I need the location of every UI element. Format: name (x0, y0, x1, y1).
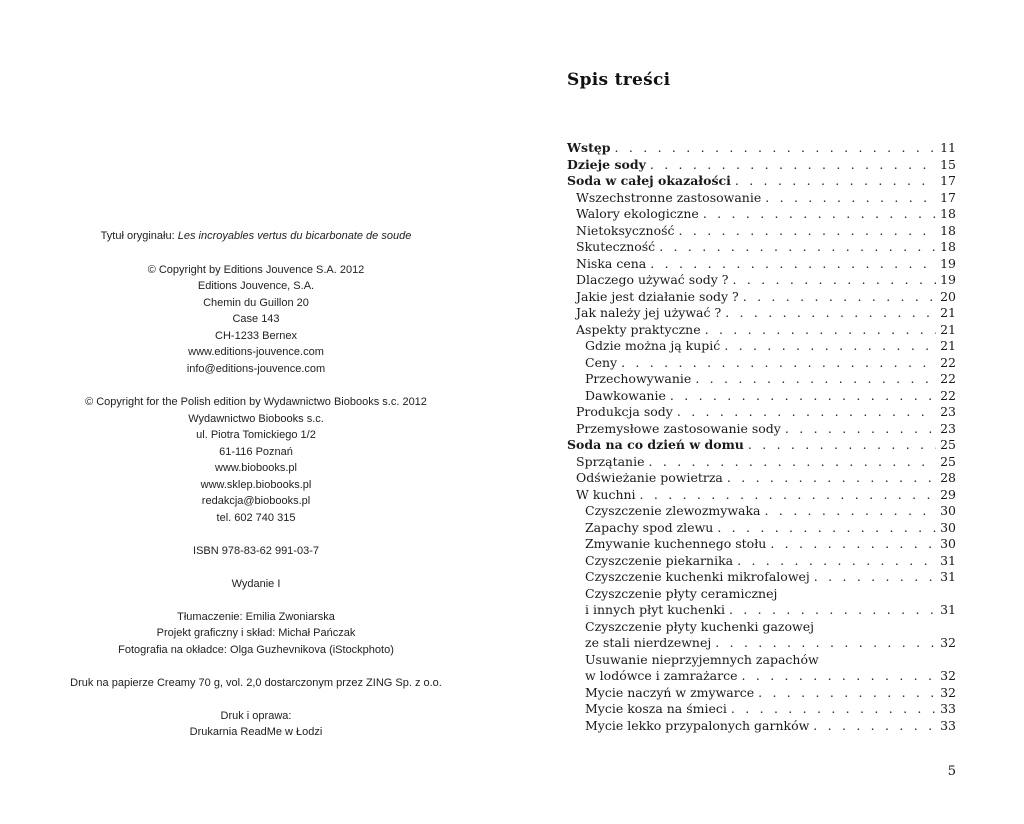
toc-entry-page: 17 (940, 189, 956, 205)
toc-entry-label: Jakie jest działanie sody ? (576, 288, 739, 304)
toc-entry-page: 31 (940, 552, 956, 568)
toc-entry[interactable] (576, 272, 956, 289)
toc-leader-dots (785, 421, 936, 438)
toc-entry[interactable] (585, 503, 956, 520)
toc-leader-dots (729, 602, 936, 619)
imprint-line: Druk na papierze Creamy 70 g, vol. 2,0 dostarczonym przez ZING Sp. z o.o. (70, 677, 442, 689)
imprint-line: Druk i oprawa: (220, 710, 292, 722)
toc-entry-label: Walory ekologiczne (576, 206, 699, 221)
imprint-line: Wydawnictwo Biobooks s.c. (188, 413, 324, 425)
toc-entry-page: 31 (940, 569, 956, 584)
toc-entry-label: Przechowywanie (585, 371, 692, 386)
toc-leader-dots (650, 157, 936, 174)
toc-entry-label: ze stali nierdzewnej (585, 635, 712, 650)
toc-entry[interactable] (585, 602, 956, 619)
toc-entry[interactable] (585, 536, 956, 553)
toc-leader-dots (649, 454, 937, 471)
toc-entry[interactable] (585, 701, 956, 718)
toc-entry-page: 25 (940, 437, 956, 452)
toc-entry[interactable] (585, 355, 956, 372)
toc-entry-label: Wstęp (567, 140, 611, 155)
imprint-line: Fotografia na okładce: Olga Guzhevnikova (iStockphoto) (118, 644, 394, 656)
toc-entry[interactable] (585, 371, 956, 388)
toc-entry[interactable] (576, 206, 956, 223)
toc-leader-dots (735, 173, 936, 190)
toc-entry-page: 30 (940, 536, 956, 551)
toc-leader-dots (621, 355, 936, 372)
imprint-line: Wydanie I (231, 578, 281, 590)
toc-leader-dots (650, 256, 936, 273)
toc-entry-label: Aspekty praktyczne (576, 321, 701, 337)
toc-leader-dots (758, 685, 936, 702)
imprint-line: Editions Jouvence, S.A. (197, 280, 315, 292)
toc-leader-dots (724, 338, 936, 355)
imprint-line: www.sklep.biobooks.pl (200, 479, 312, 491)
imprint-line: www.biobooks.pl (215, 462, 297, 474)
toc-entry-page: 15 (940, 156, 956, 172)
toc-entry[interactable] (585, 520, 956, 537)
toc-entry-label: i innych płyt kuchenki (585, 602, 725, 617)
toc-entry-label: Ceny (585, 354, 618, 370)
toc-entry[interactable] (567, 437, 956, 454)
toc-entry[interactable] (585, 338, 956, 355)
toc-entry-label: Mycie kosza na śmieci (585, 701, 727, 716)
toc-title: Spis treści (567, 70, 671, 90)
toc-entry-page: 19 (940, 272, 956, 287)
imprint-line: www.editions-jouvence.com (188, 346, 324, 358)
toc-entry-label: Zapachy spod zlewu (585, 519, 714, 535)
imprint-line: Tłumaczenie: Emilia Zwoniarska (177, 611, 335, 623)
toc-entry[interactable] (576, 487, 956, 504)
toc-entry-page: 22 (940, 354, 956, 370)
toc-entry[interactable] (576, 322, 956, 339)
toc-entry-page: 32 (940, 635, 956, 650)
toc-entry-label: Nietoksyczność (576, 222, 675, 238)
toc-leader-dots (770, 536, 936, 553)
toc-leader-dots (765, 503, 937, 520)
toc-entry-label: Wszechstronne zastosowanie (576, 189, 762, 205)
toc-entry-page: 19 (940, 255, 956, 271)
toc-entry[interactable] (567, 140, 956, 157)
toc-leader-dots (725, 305, 936, 322)
toc-entry-label: Gdzie można ją kupić (585, 338, 721, 353)
original-title-line (0, 228, 512, 244)
toc-entry-label: Jak należy jej używać ? (576, 305, 722, 320)
toc-leader-dots (695, 371, 936, 388)
toc-entry-label: Niska cena (576, 255, 647, 271)
toc-entry-page: 18 (940, 222, 956, 238)
toc-entry[interactable] (585, 569, 956, 586)
toc-entry-label: Czyszczenie zlewozmywaka (585, 503, 761, 518)
toc-leader-dots (743, 289, 936, 306)
imprint-line: CH-1233 Bernex (215, 330, 297, 342)
toc-entry[interactable] (585, 668, 956, 685)
toc-entry-label: Dawkowanie (585, 387, 666, 403)
toc-entry-page: 20 (940, 288, 956, 304)
imprint-line: redakcja@biobooks.pl (201, 495, 311, 507)
toc-entry-label: Dzieje sody (567, 156, 646, 172)
toc-entry-label: Przemysłowe zastosowanie sody (576, 420, 781, 436)
toc-entry-label: Dlaczego używać sody ? (576, 272, 729, 287)
toc-entry[interactable] (576, 470, 956, 487)
toc-entry-page: 31 (940, 602, 956, 617)
toc-entry[interactable] (576, 305, 956, 322)
imprint-line: ISBN 978-83-62 991-03-7 (193, 545, 319, 557)
toc-leader-dots (659, 239, 936, 256)
toc-leader-dots (670, 388, 936, 405)
toc-entry-page: 32 (940, 684, 956, 700)
toc-entry-page: 25 (940, 453, 956, 469)
toc-entry-page: 29 (940, 486, 956, 502)
toc-entry-label: W kuchni (576, 486, 636, 502)
toc-entry-label: Zmywanie kuchennego stołu (585, 536, 767, 551)
toc-entry[interactable] (576, 454, 956, 471)
toc-entry-page: 32 (940, 668, 956, 683)
toc-entry[interactable] (585, 553, 956, 570)
toc-leader-dots (765, 190, 936, 207)
imprint-line: Chemin du Guillon 20 (203, 297, 309, 309)
toc-entry-page: 23 (940, 404, 956, 419)
toc-entry-label: Mycie naczyń w zmywarce (585, 684, 755, 700)
imprint-line: info@editions-jouvence.com (186, 363, 326, 375)
toc-entry[interactable] (567, 157, 956, 174)
imprint-line: © Copyright by Editions Jouvence S.A. 2012 (147, 264, 365, 276)
toc-entry-page: 22 (940, 387, 956, 403)
toc-leader-dots (717, 520, 936, 537)
toc-leader-dots (727, 470, 936, 487)
page-number: 5 (947, 764, 956, 779)
toc-leader-dots (748, 437, 936, 454)
toc-entry-page: 33 (940, 701, 956, 716)
toc-entry-page: 11 (940, 140, 956, 155)
imprint-line: Projekt graficzny i skład: Michał Pańczak (156, 627, 356, 639)
toc-leader-dots (742, 668, 937, 685)
toc-entry-page: 28 (940, 470, 956, 485)
toc-entry-page: 22 (940, 371, 956, 386)
toc-leader-dots (731, 701, 936, 718)
toc-leader-dots (703, 206, 936, 223)
toc-entry[interactable] (576, 239, 956, 256)
toc-entry-label: w lodówce i zamrażarce (585, 668, 738, 683)
imprint-line: tel. 602 740 315 (216, 512, 296, 524)
imprint-line: © Copyright for the Polish edition by Wydawnictwo Biobooks s.c. 2012 (85, 396, 427, 408)
toc-leader-dots (737, 553, 936, 570)
toc-entry-label: Produkcja sody (576, 404, 673, 419)
toc-entry-page: 21 (940, 338, 956, 353)
original-title: Les incroyables vertus du bicarbonate de soude (177, 230, 412, 242)
toc-entry-page: 21 (940, 305, 956, 320)
toc-entry-first-line: Czyszczenie płyty ceramicznej (585, 585, 778, 601)
toc-entry-page: 30 (940, 503, 956, 518)
toc-leader-dots (640, 487, 937, 504)
imprint-line: Drukarnia ReadMe w Łodzi (189, 726, 323, 738)
toc-entry[interactable] (576, 223, 956, 240)
original-title-label: Tytuł oryginału: (100, 230, 178, 242)
toc-entry-label: Soda na co dzień w domu (567, 437, 744, 452)
toc-entry-page: 18 (940, 239, 956, 254)
toc-entry[interactable] (567, 173, 956, 190)
toc-entry-page: 33 (940, 717, 956, 733)
toc-leader-dots (615, 140, 937, 157)
toc-entry-first-line: Czyszczenie płyty kuchenki gazowej (585, 618, 814, 634)
toc-entry-label: Sprzątanie (576, 453, 645, 469)
toc-entry-label: Mycie lekko przypalonych garnków (585, 717, 810, 733)
toc-leader-dots (814, 569, 936, 586)
toc-leader-dots (813, 718, 936, 735)
toc-entry[interactable] (585, 685, 956, 702)
toc-entry-page: 17 (940, 173, 956, 188)
imprint-line: 61-116 Poznań (219, 446, 293, 458)
toc-entry-label: Skuteczność (576, 239, 656, 254)
toc-entry-label: Odświeżanie powietrza (576, 470, 723, 485)
toc-entry-first-line: Usuwanie nieprzyjemnych zapachów (585, 651, 819, 667)
toc-entry-page: 23 (940, 420, 956, 436)
toc-leader-dots (705, 322, 936, 339)
toc-page (512, 0, 1024, 824)
toc-entry-label: Czyszczenie kuchenki mikrofalowej (585, 569, 810, 584)
toc-entry-page: 21 (940, 321, 956, 337)
toc-leader-dots (679, 223, 937, 240)
toc-leader-dots (732, 272, 936, 289)
toc-entry[interactable] (576, 289, 956, 306)
toc-entry-label: Czyszczenie piekarnika (585, 552, 734, 568)
toc-leader-dots (677, 404, 936, 421)
toc-entry-page: 18 (940, 206, 956, 221)
toc-entry-label: Soda w całej okazałości (567, 173, 731, 188)
toc-entry[interactable] (576, 256, 956, 273)
toc-entry[interactable] (585, 718, 956, 735)
imprint-line: Case 143 (232, 313, 280, 325)
toc-entry-page: 30 (940, 519, 956, 535)
toc-entry[interactable] (576, 404, 956, 421)
imprint-line: ul. Piotra Tomickiego 1/2 (196, 429, 316, 441)
toc-leader-dots (715, 635, 936, 652)
toc-entry[interactable] (576, 190, 956, 207)
toc-entry[interactable] (585, 388, 956, 405)
toc-entry[interactable] (585, 635, 956, 652)
toc-entry[interactable] (576, 421, 956, 438)
